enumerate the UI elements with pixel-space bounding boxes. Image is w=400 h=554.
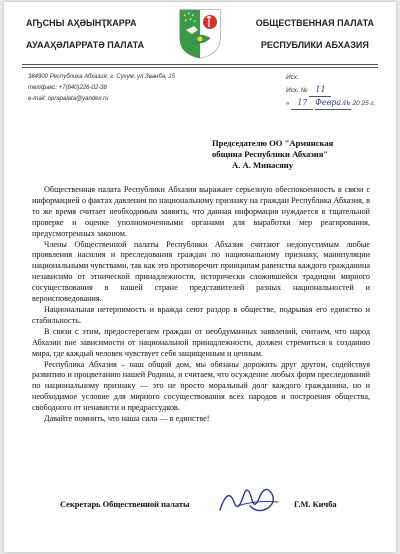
- date-suffix: г.: [370, 100, 376, 107]
- contact-block: [28, 72, 175, 105]
- contact-address: 384900 Республика Абхазия, г. Сухум, ул.Званба, 15: [28, 74, 176, 80]
- contact-email: e-mail: oprapalata@yandex.ru: [28, 96, 109, 102]
- header-left: [26, 12, 144, 56]
- letter-page: [4, 2, 396, 552]
- contact-phone: тел/факс: +7(840)226-02-38: [28, 85, 107, 91]
- body-paragraph-5: Республика Абхазия – наш общий дом, мы обязаны дорожить друг другом, содействуя развитию и процветанию нашей Родины, и считаем, что осуждение любых форм преследований по национальному признаку — это не просто моральный долг каждого гражданина, но и необходимое условие для мирного сосуществования всех народов и построения общества, свободного от ненависти и предрассудков.: [32, 359, 370, 413]
- body-paragraph-1: Общественная палата Республики Абхазия выражает серьезную обеспокоенность в связи с информацией о фактах давления по национальному признаку на граждан Республика Абхазия, в то же время считает необходимым заявить, что данная информация нуждается в тщательной проверке и оценке уполномоченными органами для выработки мер реагирования, предусмотренных законом.: [32, 185, 370, 238]
- outgoing-number-block: [286, 72, 376, 110]
- signatory-position: Секретарь Общественной палаты: [60, 500, 190, 509]
- addressee-line3: А. А. Минасяну: [232, 160, 294, 170]
- body-paragraph-2: Члены Общественной палаты Республики Абхазия считают недопустимым любые проявления насилия и преследования граждан по национальному признаку, манипуляции национальными чувствами, так как это противоречит принципам равенства каждого гражданина независимо от этнической принадлежности, исторически сложившейся традиции мирного сосуществования в нашей стране представителей разных национальностей и вероисповедования.: [32, 239, 370, 304]
- addressee-line1: Председателю ОО "Армянская: [212, 138, 334, 148]
- addressee-line2: община Республики Абхазия": [212, 149, 329, 159]
- header-right: [256, 12, 374, 56]
- header-right-line1: ОБЩЕСТВЕННАЯ ПАЛАТА: [255, 18, 374, 28]
- signatory-name: Г.М. Кичба: [294, 500, 337, 509]
- addressee-block: [212, 138, 333, 171]
- letter-body: [32, 185, 370, 425]
- header-left-line1: АҦСНЫ АҲӘЫНҬҞАРРА: [26, 18, 137, 28]
- header-rule-top: [22, 64, 378, 65]
- date-day: 17: [291, 97, 313, 110]
- abkhazia-emblem-icon: [178, 8, 222, 60]
- outgoing-no-label: Исх. №: [286, 87, 308, 94]
- date-prefix: «: [286, 100, 290, 107]
- outgoing-ref-label: Исх.: [286, 74, 299, 81]
- body-paragraph-4: В связи с этим, предостерегаем граждан от необдуманных заявлений, считаем, что народ Абхазии вне зависимости от национальной принадлежности, должен стремиться к созданию мира, где каждый человек чувствует себя защищенным и ценным.: [32, 326, 370, 358]
- date-year: 20 25: [352, 100, 369, 107]
- body-paragraph-3: Национальная нетерпимость и вражда сеют раздор в обществе, подрывая его единство и стабильность.: [32, 304, 370, 325]
- header-right-line2: РЕСПУБЛИКИ АБХАЗИЯ: [260, 40, 369, 50]
- handwritten-signature-icon: [214, 480, 284, 520]
- outgoing-number: 11: [309, 84, 331, 97]
- header-left-line2: АУААҲӘЛАРРАТӘ ПАЛАТА: [26, 40, 145, 50]
- date-month: Февраль: [315, 97, 350, 110]
- header-rule-bottom: [22, 67, 378, 68]
- body-paragraph-6: Давайте помнить, что наша сила — в единстве!: [44, 414, 210, 424]
